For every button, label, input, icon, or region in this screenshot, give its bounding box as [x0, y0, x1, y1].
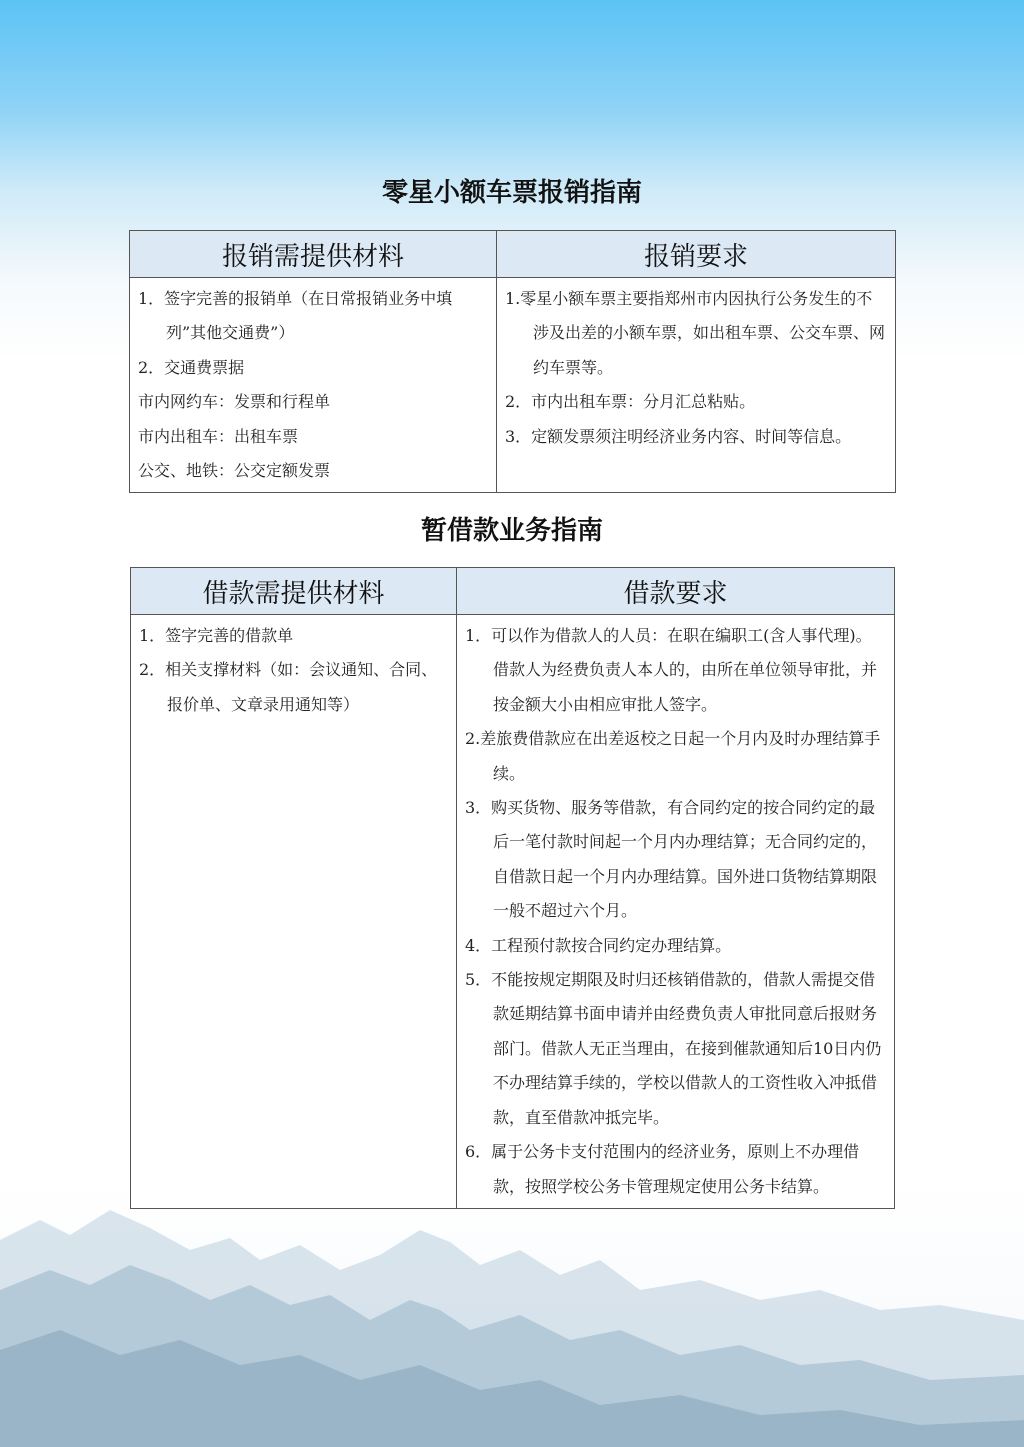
section2-header-materials: 借款需提供材料: [131, 568, 457, 615]
section1-table: [129, 230, 896, 493]
section2-materials-cell: [131, 615, 457, 1209]
section2-title: 暂借款业务指南: [420, 516, 603, 546]
section1-materials-list: [138, 282, 488, 488]
list-item: 5．不能按规定期限及时归还核销借款的，借款人需提交借款延期结算书面申请并由经费负责人审批同意后报财务部门。借款人无正当理由，在接到催款通知后10日内仍不办理结算手续的，学校以借款人的工资性收入冲抵借款，直至借款冲抵完毕。: [465, 970, 882, 1127]
section2-header-requirements: 借款要求: [457, 568, 895, 615]
section1-materials-cell: [130, 278, 497, 493]
list-item: 2．交通费票据: [138, 357, 245, 377]
list-item: 3．购买货物、服务等借款，有合同约定的按合同约定的最后一笔付款时间起一个月内办理结算；无合同约定的，自借款日起一个月内办理结算。国外进口货物结算期限一般不超过六个月。: [465, 798, 878, 921]
list-item: 公交、地铁：公交定额发票: [138, 461, 331, 481]
list-item: 4．工程预付款按合同约定办理结算。: [465, 935, 732, 955]
section2-materials-list: [139, 619, 448, 722]
list-item: 3．定额发票须注明经济业务内容、时间等信息。: [505, 426, 852, 446]
list-item: 1.零星小额车票主要指郑州市内因执行公务发生的不涉及出差的小额车票，如出租车票、公交车票、网约车票等。: [505, 289, 886, 377]
list-item: 2．相关支撑材料（如：会议通知、合同、报价单、文章录用通知等）: [139, 660, 438, 714]
section2-requirements-list: [465, 619, 886, 1204]
section1-header-requirements: 报销要求: [497, 231, 896, 278]
list-item: 市内出租车：出租车票: [138, 426, 299, 446]
list-item: 1．可以作为借款人的人员：在职在编职工(含人事代理)。借款人为经费负责人本人的，由所在单位领导审批，并按金额大小由相应审批人签字。: [465, 626, 878, 714]
section1-title: 零星小额车票报销指南: [381, 178, 642, 208]
mountain-backdrop: [0, 1180, 1024, 1447]
section1-requirements-cell: [497, 278, 896, 493]
list-item: 2．市内出租车票：分月汇总粘贴。: [505, 392, 756, 412]
list-item: 1．签字完善的借款单: [139, 626, 294, 645]
list-item: 市内网约车：发票和行程单: [138, 392, 331, 412]
section2-table: [130, 567, 895, 1209]
section2-requirements-cell: [457, 615, 895, 1209]
section1-header-materials: 报销需提供材料: [130, 231, 497, 278]
list-item: 2.差旅费借款应在出差返校之日起一个月内及时办理结算手续。: [465, 729, 881, 783]
list-item: 6．属于公务卡支付范围内的经济业务，原则上不办理借款，按照学校公务卡管理规定使用公务卡结算。: [465, 1142, 860, 1196]
list-item: 1．签字完善的报销单（在日常报销业务中填列”其他交通费”）: [138, 289, 453, 343]
section1-requirements-list: [505, 282, 887, 454]
